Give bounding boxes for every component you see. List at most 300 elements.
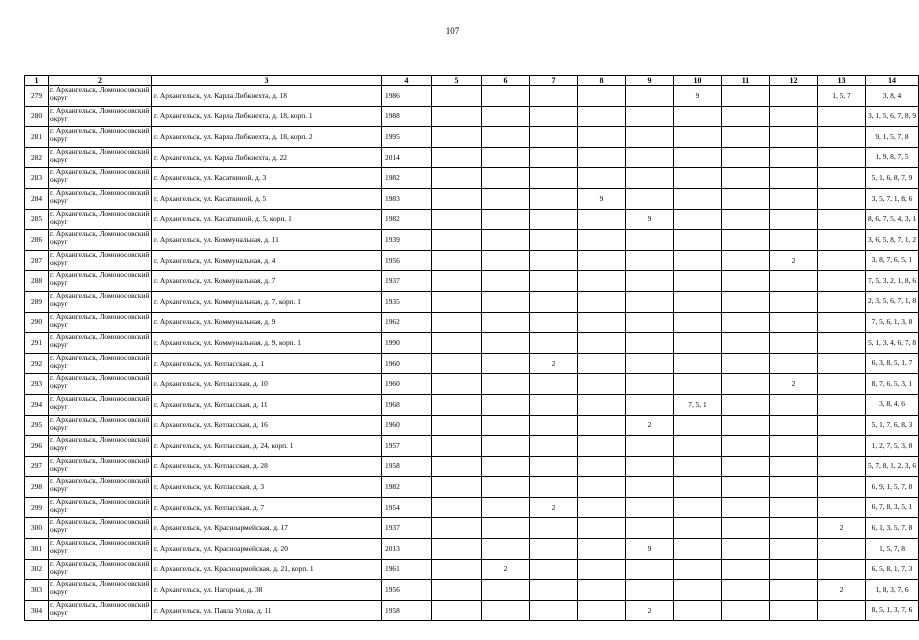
table-cell [482, 188, 530, 209]
table-cell [626, 312, 674, 333]
table-cell: 3, 8, 4 [866, 86, 919, 107]
table-row [25, 539, 919, 560]
table-row [25, 291, 919, 312]
table-cell: 1982 [382, 168, 432, 189]
column-header: 5 [432, 76, 482, 86]
table-cell: 8, 6, 7, 5, 4, 3, 1 [866, 209, 919, 230]
table-cell: г. Архангельск, ул. Коммунальная, д. 7 [152, 271, 382, 292]
table-cell [432, 333, 482, 354]
table-cell [722, 127, 770, 148]
table-cell [818, 230, 866, 251]
table-cell [674, 333, 722, 354]
table-cell: 6, 5, 8, 1, 7, 3 [866, 559, 919, 580]
table-cell [818, 127, 866, 148]
table-cell [770, 456, 818, 477]
table-cell [432, 291, 482, 312]
table-cell [530, 312, 578, 333]
table-cell: г. Архангельск, Ломоносовский округ [49, 436, 152, 457]
table-cell [674, 518, 722, 539]
table-cell: г. Архангельск, Ломоносовский округ [49, 291, 152, 312]
table-cell: 299 [25, 497, 49, 518]
column-header: 13 [818, 76, 866, 86]
table-cell [722, 456, 770, 477]
table-cell [530, 127, 578, 148]
table-cell: 1939 [382, 230, 432, 251]
table-cell [432, 456, 482, 477]
table-cell: 288 [25, 271, 49, 292]
table-cell: 303 [25, 580, 49, 601]
table-cell [530, 374, 578, 395]
table-cell [530, 600, 578, 621]
table-cell: 283 [25, 168, 49, 189]
table-cell: 280 [25, 106, 49, 127]
table-cell [818, 271, 866, 292]
table-cell [578, 312, 626, 333]
table-cell: г. Архангельск, ул. Павла Усова, д. 11 [152, 600, 382, 621]
table-cell [818, 539, 866, 560]
table-cell: 3, 6, 5, 8, 7, 1, 2 [866, 230, 919, 251]
column-header: 1 [25, 76, 49, 86]
table-cell [722, 188, 770, 209]
table-cell: 286 [25, 230, 49, 251]
table-cell [482, 477, 530, 498]
table-cell: 1954 [382, 497, 432, 518]
table-cell [770, 580, 818, 601]
table-cell: 282 [25, 147, 49, 168]
table-cell: 9 [578, 188, 626, 209]
table-cell: г. Архангельск, Ломоносовский округ [49, 168, 152, 189]
table-cell [722, 312, 770, 333]
table-cell: 3, 5, 7, 1, 8, 6 [866, 188, 919, 209]
table-cell: 2 [770, 374, 818, 395]
table-cell: 302 [25, 559, 49, 580]
table-cell [530, 394, 578, 415]
table-cell [626, 333, 674, 354]
table-cell [770, 497, 818, 518]
table-cell: 287 [25, 250, 49, 271]
table-cell [818, 415, 866, 436]
table-cell [626, 291, 674, 312]
table-cell: г. Архангельск, Ломоносовский округ [49, 209, 152, 230]
table-cell [674, 209, 722, 230]
table-cell [722, 106, 770, 127]
table-cell [530, 539, 578, 560]
column-header: 10 [674, 76, 722, 86]
table-cell [818, 436, 866, 457]
table-cell [482, 600, 530, 621]
table-row [25, 86, 919, 107]
table-cell: 284 [25, 188, 49, 209]
table-cell [722, 600, 770, 621]
table-cell [578, 374, 626, 395]
table-cell: 1937 [382, 518, 432, 539]
table-cell [722, 271, 770, 292]
table-cell [432, 477, 482, 498]
table-cell: г. Архангельск, Ломоносовский округ [49, 353, 152, 374]
table-cell [818, 374, 866, 395]
table-cell [626, 456, 674, 477]
table-cell [530, 188, 578, 209]
table-cell [722, 250, 770, 271]
table-cell [578, 580, 626, 601]
table-cell: 293 [25, 374, 49, 395]
table-cell [578, 147, 626, 168]
table-cell: 9 [626, 539, 674, 560]
table-cell: 279 [25, 86, 49, 107]
table-cell [578, 250, 626, 271]
table-cell [674, 168, 722, 189]
table-cell [818, 559, 866, 580]
table-cell: 289 [25, 291, 49, 312]
table-cell: г. Архангельск, ул. Красноармейская, д. 21, корп. 1 [152, 559, 382, 580]
table-cell: 290 [25, 312, 49, 333]
table-cell [578, 456, 626, 477]
table-cell: 7, 5, 6, 1, 3, 8 [866, 312, 919, 333]
table-cell [674, 106, 722, 127]
table-cell: г. Архангельск, ул. Нагорная, д. 38 [152, 580, 382, 601]
table-cell: 1961 [382, 559, 432, 580]
table-cell [770, 518, 818, 539]
table-cell: г. Архангельск, Ломоносовский округ [49, 312, 152, 333]
column-header: 2 [49, 76, 152, 86]
table-cell [770, 168, 818, 189]
table-cell [578, 497, 626, 518]
table-cell [530, 477, 578, 498]
table-cell [482, 497, 530, 518]
table-cell: г. Архангельск, ул. Коммунальная, д. 11 [152, 230, 382, 251]
table-cell [626, 86, 674, 107]
table-cell [432, 539, 482, 560]
table-cell [530, 456, 578, 477]
table-row [25, 168, 919, 189]
table-cell [818, 477, 866, 498]
table-cell: 3, 8, 7, 6, 5, 1 [866, 250, 919, 271]
table-cell: г. Архангельск, Ломоносовский округ [49, 188, 152, 209]
table-cell [770, 394, 818, 415]
table-cell [722, 333, 770, 354]
table-cell [432, 127, 482, 148]
table-cell [482, 291, 530, 312]
table-cell [626, 271, 674, 292]
table-cell [482, 353, 530, 374]
table-cell: 1968 [382, 394, 432, 415]
table-cell [770, 230, 818, 251]
table-row [25, 456, 919, 477]
table-cell [722, 209, 770, 230]
table-cell: г. Архангельск, ул. Котласская, д. 24, корп. 1 [152, 436, 382, 457]
table-cell: г. Архангельск, Ломоносовский округ [49, 539, 152, 560]
table-cell [722, 436, 770, 457]
table-cell: 3, 1, 5, 6, 7, 8, 9 [866, 106, 919, 127]
table-cell: 2014 [382, 147, 432, 168]
table-cell [578, 230, 626, 251]
table-cell: 1990 [382, 333, 432, 354]
table-cell [770, 436, 818, 457]
table-cell: 296 [25, 436, 49, 457]
table-cell: 2 [530, 353, 578, 374]
table-cell [674, 250, 722, 271]
table-cell: г. Архангельск, ул. Коммунальная, д. 7, корп. 1 [152, 291, 382, 312]
column-header: 11 [722, 76, 770, 86]
table-cell [722, 497, 770, 518]
table-cell: 2 [626, 415, 674, 436]
table-row [25, 188, 919, 209]
data-table [24, 75, 919, 621]
table-cell [530, 518, 578, 539]
table-cell [530, 209, 578, 230]
table-row [25, 250, 919, 271]
table-cell [818, 333, 866, 354]
table-cell [578, 127, 626, 148]
table-cell: 7, 5, 3, 2, 1, 8, 6 [866, 271, 919, 292]
table-cell: г. Архангельск, Ломоносовский округ [49, 580, 152, 601]
table-cell [578, 291, 626, 312]
table-cell: 300 [25, 518, 49, 539]
table-cell [482, 415, 530, 436]
table-cell: 1962 [382, 312, 432, 333]
table-cell [722, 374, 770, 395]
table-row [25, 600, 919, 621]
table-cell: г. Архангельск, ул. Красноармейская, д. 17 [152, 518, 382, 539]
table-cell: 8, 7, 6, 5, 3, 1 [866, 374, 919, 395]
table-cell: г. Архангельск, Ломоносовский округ [49, 394, 152, 415]
table-cell: 1, 8, 3, 7, 6 [866, 580, 919, 601]
table-cell [770, 209, 818, 230]
table-row [25, 497, 919, 518]
table-cell [674, 291, 722, 312]
table-cell [722, 168, 770, 189]
table-cell: г. Архангельск, ул. Котласская, д. 11 [152, 394, 382, 415]
table-cell [530, 147, 578, 168]
table-cell: 9, 1, 5, 7, 8 [866, 127, 919, 148]
table-cell [722, 86, 770, 107]
table-cell [770, 271, 818, 292]
table-cell [722, 353, 770, 374]
table-cell: г. Архангельск, Ломоносовский округ [49, 497, 152, 518]
table-cell: 1982 [382, 209, 432, 230]
table-cell [482, 250, 530, 271]
table-cell: 6, 1, 3, 5, 7, 8 [866, 518, 919, 539]
table-cell: 1982 [382, 477, 432, 498]
table-cell [432, 168, 482, 189]
table-cell: г. Архангельск, Ломоносовский округ [49, 333, 152, 354]
table-cell: г. Архангельск, ул. Карла Либкнехта, д. 22 [152, 147, 382, 168]
table-cell [530, 559, 578, 580]
table-row [25, 230, 919, 251]
table-cell [674, 312, 722, 333]
table-cell [722, 147, 770, 168]
table-cell [578, 436, 626, 457]
table-cell [818, 209, 866, 230]
table-cell [722, 518, 770, 539]
table-cell [578, 353, 626, 374]
table-cell [482, 147, 530, 168]
table-cell: г. Архангельск, ул. Котласская, д. 3 [152, 477, 382, 498]
table-cell [530, 230, 578, 251]
table-cell: 1960 [382, 353, 432, 374]
table-cell [674, 353, 722, 374]
table-cell [432, 230, 482, 251]
table-cell: г. Архангельск, ул. Коммунальная, д. 9, корп. 1 [152, 333, 382, 354]
table-cell [482, 374, 530, 395]
table-cell [530, 415, 578, 436]
table-cell [770, 559, 818, 580]
table-cell [482, 333, 530, 354]
table-cell: 1960 [382, 415, 432, 436]
table-cell: 1, 9, 8, 7, 5 [866, 147, 919, 168]
column-header: 8 [578, 76, 626, 86]
table-cell: 2, 3, 5, 6, 7, 1, 8 [866, 291, 919, 312]
table-cell [770, 415, 818, 436]
table-row [25, 374, 919, 395]
table-cell [674, 271, 722, 292]
table-cell: 301 [25, 539, 49, 560]
column-header: 3 [152, 76, 382, 86]
table-cell: 5, 1, 3, 4, 6, 7, 8 [866, 333, 919, 354]
table-cell: г. Архангельск, Ломоносовский округ [49, 250, 152, 271]
table-cell: 8, 5, 1, 3, 7, 6 [866, 600, 919, 621]
table-cell [578, 600, 626, 621]
table-cell: 1986 [382, 86, 432, 107]
table-cell: г. Архангельск, Ломоносовский округ [49, 374, 152, 395]
table-cell [722, 230, 770, 251]
table-cell [626, 436, 674, 457]
table-cell: 1937 [382, 271, 432, 292]
table-cell [432, 188, 482, 209]
table-cell [722, 291, 770, 312]
table-cell: г. Архангельск, Ломоносовский округ [49, 271, 152, 292]
table-cell [722, 477, 770, 498]
table-cell [626, 250, 674, 271]
table-row [25, 518, 919, 539]
table-cell: 2 [818, 580, 866, 601]
table-cell: 9 [674, 86, 722, 107]
table-cell [432, 580, 482, 601]
table-cell: 5, 1, 6, 8, 7, 9 [866, 168, 919, 189]
table-cell: 298 [25, 477, 49, 498]
table-cell [530, 250, 578, 271]
table-cell [674, 559, 722, 580]
column-header: 12 [770, 76, 818, 86]
table-cell [674, 477, 722, 498]
table-row [25, 436, 919, 457]
table-cell [818, 312, 866, 333]
table-cell [432, 147, 482, 168]
table-cell: 2 [482, 559, 530, 580]
table-cell [578, 415, 626, 436]
table-row [25, 394, 919, 415]
table-cell [626, 188, 674, 209]
table-cell [530, 291, 578, 312]
table-cell [578, 539, 626, 560]
table-cell [818, 497, 866, 518]
table-cell [530, 333, 578, 354]
table-cell: 285 [25, 209, 49, 230]
table-cell [674, 497, 722, 518]
table-row [25, 209, 919, 230]
table-cell [770, 188, 818, 209]
table-cell [432, 436, 482, 457]
table-cell: 1995 [382, 127, 432, 148]
table-row [25, 477, 919, 498]
table-cell [482, 86, 530, 107]
table-cell [432, 353, 482, 374]
header-row [25, 76, 919, 86]
table-cell: 7, 5, 1 [674, 394, 722, 415]
table-cell: 292 [25, 353, 49, 374]
table-cell [818, 600, 866, 621]
table-cell [626, 394, 674, 415]
table-cell: г. Архангельск, Ломоносовский округ [49, 147, 152, 168]
table-cell: г. Архангельск, Ломоносовский округ [49, 600, 152, 621]
table-row [25, 147, 919, 168]
table-cell: г. Архангельск, Ломоносовский округ [49, 127, 152, 148]
table-cell: 304 [25, 600, 49, 621]
table-cell [482, 539, 530, 560]
table-cell [432, 394, 482, 415]
table-cell: г. Архангельск, ул. Коммунальная, д. 4 [152, 250, 382, 271]
table-cell [674, 456, 722, 477]
table-cell [770, 86, 818, 107]
table-cell [818, 188, 866, 209]
table-cell [482, 230, 530, 251]
column-header: 4 [382, 76, 432, 86]
table-cell [770, 312, 818, 333]
table-cell: 2 [770, 250, 818, 271]
table-cell [674, 415, 722, 436]
table-cell [578, 394, 626, 415]
table-cell [482, 312, 530, 333]
table-row [25, 353, 919, 374]
table-row [25, 580, 919, 601]
table-cell: 9 [626, 209, 674, 230]
table-cell: 1988 [382, 106, 432, 127]
table-row [25, 312, 919, 333]
table-cell: 1958 [382, 600, 432, 621]
table-cell [818, 291, 866, 312]
table-cell [530, 436, 578, 457]
table-cell [482, 436, 530, 457]
table-row [25, 106, 919, 127]
table-cell: 291 [25, 333, 49, 354]
table-cell [674, 230, 722, 251]
table-cell: г. Архангельск, ул. Карла Либкнехта, д. 18, корп. 1 [152, 106, 382, 127]
table-cell [770, 291, 818, 312]
table-cell [770, 600, 818, 621]
table-row [25, 271, 919, 292]
table-cell [578, 168, 626, 189]
table-cell [626, 353, 674, 374]
page-number: 107 [445, 26, 460, 36]
table-cell [818, 250, 866, 271]
table-cell: 1956 [382, 580, 432, 601]
table-cell: 5, 7, 8, 1, 2, 3, 6 [866, 456, 919, 477]
table-cell [578, 477, 626, 498]
table-cell [432, 600, 482, 621]
table-cell: г. Архангельск, ул. Касаткиной, д. 5 [152, 188, 382, 209]
table-cell [432, 250, 482, 271]
table-cell [674, 600, 722, 621]
table-cell [530, 580, 578, 601]
table-cell [482, 518, 530, 539]
table-cell [482, 106, 530, 127]
table-cell: 5, 1, 7, 6, 8, 3 [866, 415, 919, 436]
table-cell: г. Архангельск, ул. Котласская, д. 7 [152, 497, 382, 518]
table-cell: 2 [530, 497, 578, 518]
table-cell [674, 539, 722, 560]
table-cell: 3, 8, 4, 6 [866, 394, 919, 415]
table-cell: г. Архангельск, Ломоносовский округ [49, 518, 152, 539]
